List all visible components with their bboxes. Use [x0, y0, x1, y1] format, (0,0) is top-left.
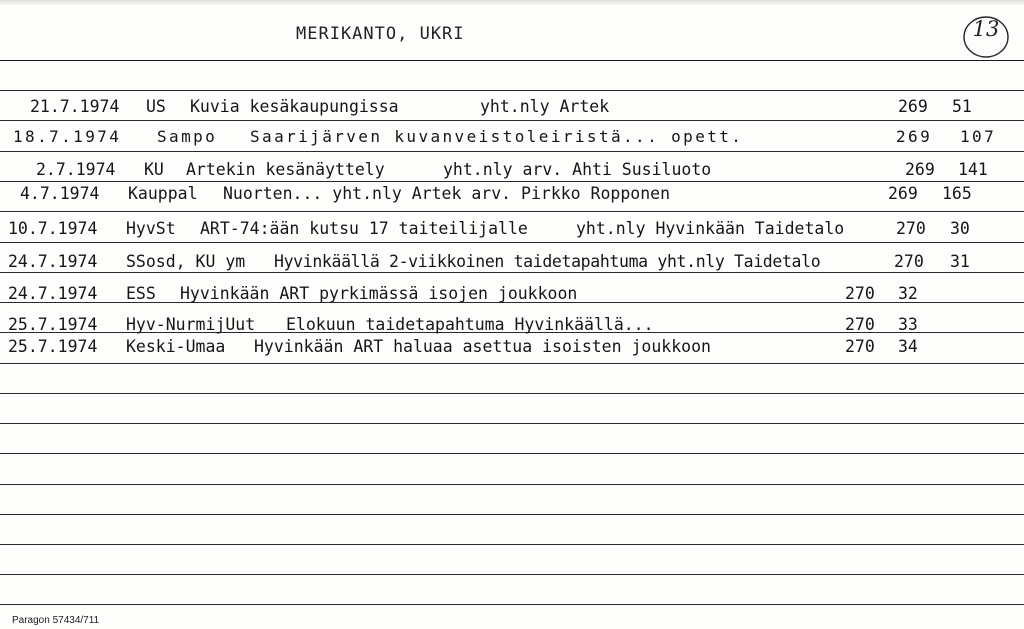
entry-text: Saarijärven kuvanveistoleiristä... opett.	[250, 127, 744, 146]
entry-page: 34	[898, 337, 918, 356]
entry-volume: 270	[845, 315, 875, 334]
entry-page: 141	[958, 160, 988, 179]
entry-date: 24.7.1974	[8, 252, 98, 271]
entry-date: 25.7.1974	[8, 337, 98, 356]
ruled-line	[0, 181, 1024, 182]
ruled-line	[0, 484, 1024, 485]
ruled-line	[0, 151, 1024, 152]
ruled-line	[0, 242, 1024, 243]
entry-volume: 269	[888, 184, 918, 203]
ruled-line	[0, 604, 1024, 605]
ruled-line	[0, 393, 1024, 394]
entry-date: 18.7.1974	[13, 127, 122, 146]
entry-volume: 269	[905, 160, 935, 179]
entry-volume: 270	[896, 219, 926, 238]
entry-text: Kuvia kesäkaupungissa	[190, 97, 399, 116]
ruled-line	[0, 272, 1024, 273]
entry-source: US	[146, 97, 166, 116]
entry-text: Artekin kesänäyttely	[186, 160, 385, 179]
ruled-line	[0, 363, 1024, 364]
entry-text: ART-74:ään kutsu 17 taiteilijalle	[200, 219, 528, 238]
entry-volume: 270	[845, 284, 875, 303]
entry-date: 24.7.1974	[8, 284, 98, 303]
entry-source: Sampo	[157, 127, 218, 146]
card-title: MERIKANTO, UKRI	[296, 24, 465, 44]
ruled-line	[0, 453, 1024, 454]
entry-date: 2.7.1974	[36, 160, 116, 179]
entry-source: HyvSt	[126, 219, 176, 238]
entry-text: Hyvinkään ART haluaa asettua isoisten joukkoon	[254, 337, 711, 356]
entry-text: Elokuun taidetapahtuma Hyvinkäällä...	[286, 315, 654, 334]
entry-page: 30	[950, 219, 970, 238]
entry-source: Hyv-NurmijUut	[126, 315, 256, 334]
card-top-edge	[0, 0, 1024, 5]
entry-extra: yht.nly Artek	[480, 97, 610, 116]
entry-page: 33	[898, 315, 918, 334]
entry-page: 51	[952, 97, 972, 116]
entry-date: 4.7.1974	[20, 184, 100, 203]
ruled-line	[0, 90, 1024, 91]
entry-text: Hyvinkäällä 2-viikkoinen taidetapahtuma yht.nly Taidetalo	[274, 252, 821, 271]
entry-source: ESS	[126, 284, 156, 303]
print-code: Paragon 57434/711	[12, 615, 100, 626]
entry-page: 32	[898, 284, 918, 303]
entry-page: 165	[942, 184, 972, 203]
entry-extra: yht.nly Hyvinkään Taidetalo	[576, 219, 845, 238]
entry-source: Keski-Umaa	[126, 337, 226, 356]
ruled-line	[0, 120, 1024, 121]
entry-source: Kauppal	[128, 184, 198, 203]
entry-text: Nuorten... yht.nly Artek arv. Pirkko Ropponen	[223, 184, 671, 203]
card-number: 13	[972, 17, 1000, 41]
ruled-line	[0, 211, 1024, 212]
entry-volume: 269	[896, 127, 933, 146]
ruled-line	[0, 423, 1024, 424]
entry-source: KU	[144, 160, 164, 179]
entry-date: 10.7.1974	[8, 219, 98, 238]
entry-date: 25.7.1974	[8, 315, 98, 334]
entry-volume: 270	[845, 337, 875, 356]
entry-extra: yht.nly arv. Ahti Susiluoto	[443, 160, 712, 179]
entry-date: 21.7.1974	[30, 97, 120, 116]
entry-page: 31	[950, 252, 970, 271]
entry-text: Hyvinkään ART pyrkimässä isojen joukkoon	[180, 284, 578, 303]
entry-page: 107	[960, 127, 997, 146]
ruled-line	[0, 60, 1024, 61]
entry-volume: 269	[898, 97, 928, 116]
ruled-line	[0, 514, 1024, 515]
ruled-line	[0, 544, 1024, 545]
ruled-line	[0, 574, 1024, 575]
entry-source: SSosd, KU ym	[126, 252, 246, 271]
entry-volume: 270	[894, 252, 924, 271]
